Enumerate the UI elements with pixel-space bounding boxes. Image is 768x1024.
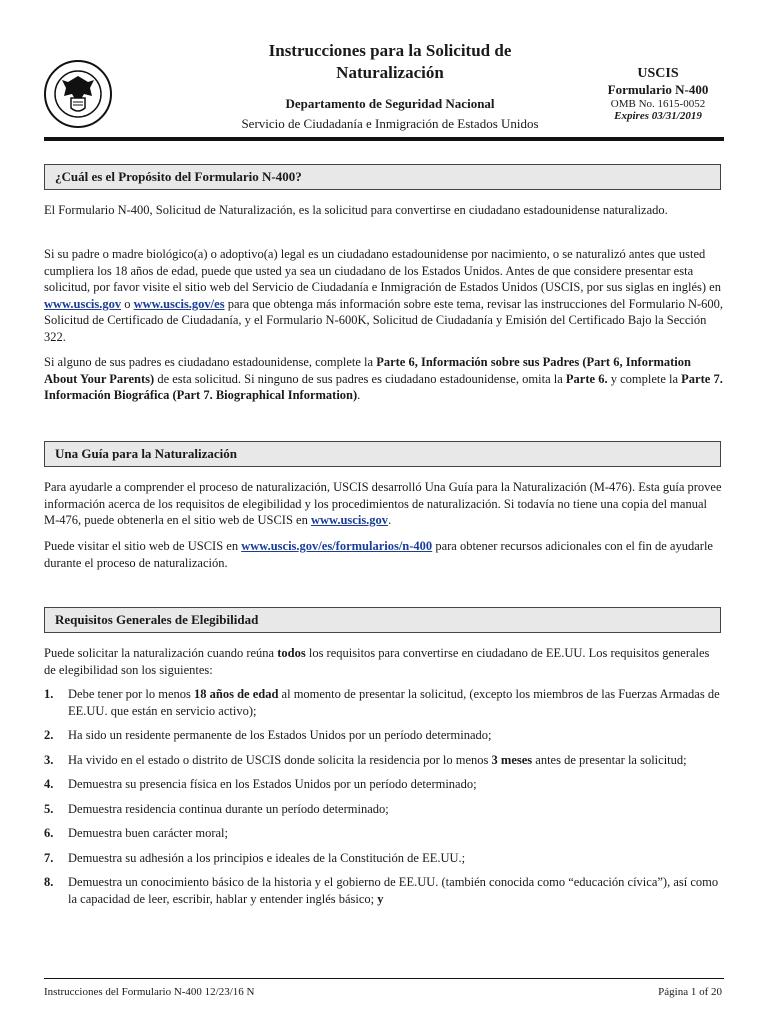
- item-number: 1.: [44, 687, 54, 701]
- paragraph-text: Para ayudarle a comprender el proceso de naturalización, USCIS desarrolló Una Guía para la Naturalización (M-476). Esta guía provee información acerca de los requisitos de elegibilidad y los procedimientos de naturalización. Si todavía no tiene una copia del manual M-476, puede obtenerla en el sitio web de USCIS en: [44, 480, 722, 527]
- item-text: [68, 752, 724, 769]
- item-text-part: Debe tener por lo menos: [68, 687, 195, 701]
- list-item: [44, 776, 724, 793]
- list-item: [44, 874, 724, 907]
- service-name: Servicio de Ciudadanía e Inmigración de Estados Unidos: [241, 116, 539, 131]
- form-number: Formulario N-400: [607, 82, 709, 97]
- item-text: [68, 801, 724, 818]
- paragraph-text: los requisitos para convertirse en ciudadano de EE.UU. Los requisitos generales de elegibilidad son los siguientes:: [44, 646, 710, 677]
- item-text-part: Ha vivido en el estado o distrito de USCIS donde solicita la residencia por lo menos: [68, 752, 492, 767]
- list-item: [44, 850, 724, 867]
- part-6-reference: Parte 6, Información sobre sus Padres (Part 6, Information About Your Parents): [44, 355, 691, 386]
- item-text-part: Demuestra residencia continua durante un período determinado;: [68, 801, 389, 816]
- agency-name: USCIS: [637, 66, 679, 81]
- paragraph-text: o: [121, 296, 134, 311]
- header-divider: [44, 137, 724, 141]
- paragraph-text: para que obtenga más información sobre este tema, revisar las instrucciones del Formulario N-600, Solicitud de Certificado de Ciudadanía, y el Formulario N-600K, Solicitud de Ciudadanía y Emisión del Certificado Bajo la Sección 322.: [44, 296, 724, 344]
- section-heading-guide: Una Guía para la Naturalización: [44, 441, 721, 467]
- emphasis-all: todos: [277, 646, 306, 660]
- list-item: [44, 801, 724, 818]
- item-text-part: Demuestra buen carácter moral;: [68, 826, 228, 840]
- item-text: [68, 874, 724, 907]
- uscis-es-link[interactable]: www.uscis.gov/es: [133, 296, 225, 311]
- footer-divider: [44, 978, 724, 979]
- n400-forms-link[interactable]: www.uscis.gov/es/formularios/n-400: [241, 539, 433, 553]
- paragraph-text: Si su padre o madre biológico(a) o adoptivo(a) legal es un ciudadano estadounidense por nacimiento, o se naturalizó antes que usted cumpliera los 18 años de edad, puede que usted ya sea un ciudadano de los Estados Unidos. Antes de que considere presentar esta solicitud, por favor visite el sitio web del Servicio de Ciudadanía e Inmigración de Estados Unidos (USCIS, por sus siglas en inglés) en: [44, 247, 721, 294]
- item-text-part: Ha sido un residente permanente de los Estados Unidos por un período determinado;: [68, 728, 492, 742]
- paragraph-text: y complete la: [607, 371, 682, 386]
- item-number: 7.: [44, 850, 54, 865]
- item-text: [68, 776, 724, 793]
- document-title-line2: Naturalización: [336, 63, 444, 82]
- part-6-short-reference: Parte 6.: [565, 371, 608, 386]
- item-number: 3.: [44, 752, 54, 767]
- paragraph-text: para obtener recursos adicionales con el fin de ayudarle durante el proceso de naturalización.: [44, 539, 713, 570]
- list-item: [44, 752, 724, 769]
- item-emphasis: 18 años de edad: [194, 687, 279, 701]
- item-text: [68, 686, 724, 719]
- item-text: [68, 850, 724, 867]
- paragraph-text: Puede solicitar la naturalización cuando reúna: [44, 646, 278, 660]
- item-number: 8.: [44, 875, 54, 889]
- guide-paragraph-1: [44, 479, 724, 529]
- expiration-date: Expires 03/31/2019: [614, 110, 702, 122]
- department-name: Departamento de Seguridad Nacional: [285, 96, 495, 111]
- eligibility-intro: [44, 645, 724, 678]
- paragraph-text: de esta solicitud. Si ninguno de sus padres es ciudadano estadounidense, omita la: [154, 371, 566, 386]
- part-7-reference: Parte 7. Información Biográfica (Part 7. Biographical Information): [44, 371, 723, 402]
- paragraph-text: Si alguno de sus padres es ciudadano estadounidense, complete la: [44, 355, 377, 369]
- item-text-part: antes de presentar la solicitud;: [532, 752, 687, 767]
- item-number: 2.: [44, 728, 54, 742]
- item-number: 4.: [44, 777, 54, 791]
- page-number: Página 1 of 20: [658, 986, 722, 998]
- item-number: 6.: [44, 826, 54, 840]
- purpose-paragraph-1: El Formulario N-400, Solicitud de Naturalización, es la solicitud para convertirse en ciudadano estadounidense naturalizado.: [44, 203, 668, 217]
- item-emphasis: y: [377, 891, 384, 906]
- section-heading-eligibility: Requisitos Generales de Elegibilidad: [44, 607, 721, 633]
- paragraph-text: Puede visitar el sitio web de USCIS en: [44, 539, 242, 553]
- dhs-seal-icon: [44, 60, 112, 128]
- footer-form-info: Instrucciones del Formulario N-400 12/23/16 N: [44, 986, 255, 998]
- uscis-link[interactable]: www.uscis.gov: [44, 296, 122, 311]
- list-item: [44, 727, 724, 744]
- item-emphasis: 3 meses: [491, 752, 533, 767]
- purpose-paragraph-2: [44, 246, 724, 345]
- list-item: [44, 825, 724, 842]
- item-text: [68, 727, 724, 744]
- paragraph-text: .: [388, 513, 392, 527]
- item-number: 5.: [44, 801, 54, 816]
- form-identifier: [598, 66, 718, 122]
- item-text-part: Demuestra su adhesión a los principios e ideales de la Constitución de EE.UU.;: [68, 850, 466, 865]
- eligibility-list: [44, 686, 724, 915]
- item-text: [68, 825, 724, 842]
- document-title-line1: Instrucciones para la Solicitud de: [268, 41, 512, 60]
- purpose-paragraph-3: [44, 354, 724, 404]
- guide-paragraph-2: [44, 538, 724, 571]
- item-text-part: Demuestra un conocimiento básico de la historia y el gobierno de EE.UU. (también conocida como “educación cívica”), así como la capacidad de leer, escribir, hablar y entender inglés básico;: [68, 875, 719, 906]
- item-text-part: al momento de presentar la solicitud, (excepto los miembros de las Fuerzas Armadas de EE.UU. que están en servicio activo);: [68, 687, 720, 718]
- paragraph-text: .: [357, 388, 361, 402]
- omb-number: OMB No. 1615-0052: [610, 98, 706, 110]
- section-heading-purpose: ¿Cuál es el Propósito del Formulario N-400?: [44, 164, 721, 190]
- title-block: [190, 40, 590, 132]
- uscis-link[interactable]: www.uscis.gov: [310, 513, 389, 527]
- item-text-part: Demuestra su presencia física en los Estados Unidos por un período determinado;: [68, 777, 477, 791]
- list-item: [44, 686, 724, 719]
